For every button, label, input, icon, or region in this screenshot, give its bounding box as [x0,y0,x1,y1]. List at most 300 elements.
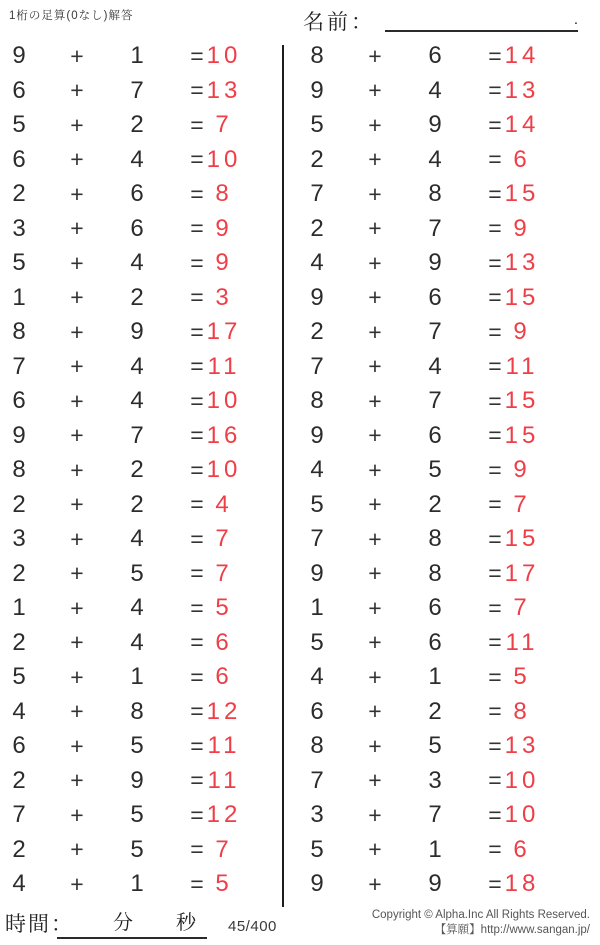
equals-sign: = [190,353,204,380]
equation-row [0,419,284,454]
answer-value: 7 [215,835,233,863]
equals-sign: = [488,491,502,518]
equation-row [0,212,284,247]
plus-operator: + [368,767,382,794]
equals-sign: = [488,663,502,690]
equals-sign: = [190,698,204,725]
operand-a: 3 [12,525,26,553]
operand-b: 7 [428,318,442,346]
operand-a: 1 [12,594,26,622]
equation-row [0,384,284,419]
answer-value: 9 [215,214,233,242]
equals-sign: = [488,456,502,483]
operand-b: 5 [130,801,144,829]
equation-row [0,764,284,799]
plus-operator: + [368,491,382,518]
operand-b: 5 [130,559,144,587]
equation-row [298,764,582,799]
answer-value: 7 [215,559,233,587]
equation-row [298,729,582,764]
answer-value: 11 [505,628,539,656]
equals-sign: = [488,836,502,863]
answer-value: 7 [513,490,531,518]
answer-value: 10 [206,42,242,70]
equation-row [0,798,284,833]
operand-a: 2 [310,214,324,242]
equation-row [0,522,284,557]
operand-b: 9 [130,766,144,794]
operand-a: 1 [310,594,324,622]
plus-operator: + [368,387,382,414]
operand-b: 6 [428,283,442,311]
plus-operator: + [70,767,84,794]
operand-b: 4 [428,145,442,173]
minutes-label: 分 [113,912,133,934]
operand-b: 5 [130,835,144,863]
operand-b: 9 [130,318,144,346]
equals-sign: = [488,146,502,173]
operand-a: 6 [12,732,26,760]
equation-row [0,246,284,281]
operand-a: 5 [310,628,324,656]
operand-a: 7 [12,352,26,380]
operand-a: 7 [310,180,324,208]
plus-operator: + [70,146,84,173]
plus-operator: + [368,318,382,345]
operand-b: 9 [428,249,442,277]
plus-operator: + [368,77,382,104]
operand-a: 4 [310,249,324,277]
answer-value: 13 [504,249,540,277]
operand-a: 8 [310,732,324,760]
operand-b: 7 [428,214,442,242]
operand-a: 7 [12,801,26,829]
operand-a: 1 [12,283,26,311]
operand-b: 4 [428,352,442,380]
equation-row [298,177,582,212]
operand-b: 3 [428,766,442,794]
plus-operator: + [70,525,84,552]
answer-value: 6 [215,663,233,691]
equals-sign: = [190,732,204,759]
answer-value: 17 [206,318,242,346]
answer-value: 15 [504,525,540,553]
answer-value: 9 [513,456,531,484]
plus-operator: + [368,284,382,311]
equals-sign: = [488,215,502,242]
copyright-line2: 【算願】http://www.sangan.jp/ [434,923,590,936]
plus-operator: + [368,525,382,552]
operand-a: 9 [12,42,26,70]
equation-row [0,74,284,109]
equals-sign: = [488,629,502,656]
operand-b: 5 [130,732,144,760]
equation-row [298,384,582,419]
operand-b: 4 [130,352,144,380]
operand-b: 4 [130,594,144,622]
answer-value: 16 [206,421,242,449]
equation-row [298,833,582,868]
operand-b: 6 [130,180,144,208]
answer-value: 18 [504,870,540,898]
answer-value: 6 [215,628,233,656]
operand-a: 9 [12,421,26,449]
equation-row [298,695,582,730]
answer-value: 15 [504,180,540,208]
equation-row [0,315,284,350]
operand-b: 6 [428,628,442,656]
equation-row [0,143,284,178]
equals-sign: = [488,594,502,621]
operand-a: 4 [12,870,26,898]
equals-sign: = [488,284,502,311]
plus-operator: + [70,456,84,483]
operand-b: 1 [130,663,144,691]
operand-a: 9 [310,421,324,449]
answer-value: 10 [504,801,540,829]
operand-a: 8 [310,387,324,415]
equals-sign: = [190,387,204,414]
answer-value: 10 [206,456,242,484]
equals-sign: = [488,318,502,345]
equation-row [298,315,582,350]
equals-sign: = [488,42,502,69]
plus-operator: + [368,870,382,897]
operand-b: 4 [130,249,144,277]
operand-a: 9 [310,870,324,898]
operand-a: 2 [12,180,26,208]
equation-row [0,281,284,316]
operand-b: 7 [130,421,144,449]
operand-a: 6 [12,387,26,415]
operand-a: 5 [310,490,324,518]
equation-row [0,867,284,902]
plus-operator: + [368,456,382,483]
operand-a: 6 [12,145,26,173]
operand-b: 2 [428,490,442,518]
equals-sign: = [190,422,204,449]
operand-a: 5 [12,663,26,691]
operand-b: 2 [428,697,442,725]
answer-value: 9 [513,318,531,346]
operand-b: 4 [130,387,144,415]
answer-value: 3 [215,283,233,311]
plus-operator: + [368,801,382,828]
answer-value: 17 [504,559,540,587]
answer-value: 14 [504,111,540,139]
equation-row [298,453,582,488]
answer-value: 11 [207,352,241,380]
plus-operator: + [70,249,84,276]
seconds-label: 秒 [176,912,196,934]
operand-b: 8 [428,559,442,587]
equation-row [0,833,284,868]
equation-row [298,143,582,178]
plus-operator: + [70,698,84,725]
answer-value: 11 [207,766,241,794]
answer-value: 12 [206,697,242,725]
plus-operator: + [368,180,382,207]
plus-operator: + [70,180,84,207]
operand-a: 2 [12,628,26,656]
operand-b: 4 [130,628,144,656]
equals-sign: = [190,77,204,104]
operand-b: 6 [428,42,442,70]
answer-value: 10 [206,145,242,173]
answer-value: 13 [206,76,242,104]
equals-sign: = [488,525,502,552]
equation-row [0,557,284,592]
copyright-line1: Copyright © Alpha.Inc All Rights Reserved. [371,909,590,921]
plus-operator: + [70,836,84,863]
equals-sign: = [190,594,204,621]
plus-operator: + [70,77,84,104]
operand-b: 6 [130,214,144,242]
plus-operator: + [368,249,382,276]
equals-sign: = [488,111,502,138]
plus-operator: + [70,318,84,345]
equals-sign: = [190,801,204,828]
equals-sign: = [488,560,502,587]
plus-operator: + [70,422,84,449]
operand-b: 2 [130,283,144,311]
plus-operator: + [368,698,382,725]
equation-row [298,626,582,661]
operand-a: 6 [310,697,324,725]
equals-sign: = [488,77,502,104]
plus-operator: + [70,870,84,897]
equation-row [298,798,582,833]
plus-operator: + [368,560,382,587]
operand-b: 2 [130,456,144,484]
equation-row [0,488,284,523]
operand-a: 9 [310,76,324,104]
plus-operator: + [368,146,382,173]
equation-row [0,626,284,661]
equals-sign: = [488,422,502,449]
answer-value: 7 [513,594,531,622]
plus-operator: + [368,353,382,380]
operand-a: 7 [310,352,324,380]
operand-b: 8 [428,525,442,553]
operand-b: 1 [130,42,144,70]
answer-value: 5 [513,663,531,691]
equals-sign: = [190,284,204,311]
operand-a: 2 [12,490,26,518]
time-label: 時間： [5,913,74,936]
equals-sign: = [190,456,204,483]
operand-b: 2 [130,490,144,518]
operand-a: 6 [12,76,26,104]
answer-value: 5 [215,594,233,622]
operand-a: 8 [310,42,324,70]
equation-row [298,867,582,902]
plus-operator: + [70,629,84,656]
plus-operator: + [70,387,84,414]
equation-row [298,350,582,385]
answer-value: 8 [215,180,233,208]
equation-row [298,557,582,592]
operand-a: 8 [12,456,26,484]
operand-b: 5 [428,732,442,760]
equals-sign: = [488,732,502,759]
operand-a: 3 [12,214,26,242]
answer-value: 15 [504,421,540,449]
equals-sign: = [488,180,502,207]
equals-sign: = [190,180,204,207]
equals-sign: = [488,698,502,725]
equals-sign: = [190,870,204,897]
problems-column-right [298,39,582,902]
operand-a: 5 [310,835,324,863]
operand-a: 8 [12,318,26,346]
operand-a: 2 [12,559,26,587]
operand-a: 9 [310,559,324,587]
answer-value: 10 [504,766,540,794]
operand-a: 9 [310,283,324,311]
equals-sign: = [190,663,204,690]
equation-row [298,246,582,281]
equals-sign: = [190,629,204,656]
equation-row [298,74,582,109]
problems-column-left [0,39,284,902]
plus-operator: + [368,836,382,863]
operand-b: 4 [130,145,144,173]
plus-operator: + [70,284,84,311]
equation-row [0,39,284,74]
plus-operator: + [368,422,382,449]
plus-operator: + [70,663,84,690]
equals-sign: = [488,353,502,380]
operand-a: 7 [310,766,324,794]
equals-sign: = [488,387,502,414]
answer-value: 11 [505,352,539,380]
plus-operator: + [368,215,382,242]
equation-row [298,212,582,247]
operand-a: 4 [12,697,26,725]
operand-a: 2 [12,766,26,794]
equation-row [0,453,284,488]
equation-row [298,522,582,557]
operand-a: 5 [12,249,26,277]
equation-row [298,281,582,316]
equals-sign: = [190,249,204,276]
answer-value: 9 [513,214,531,242]
time-blank-line [57,904,207,939]
operand-b: 7 [428,387,442,415]
operand-a: 2 [310,318,324,346]
equals-sign: = [190,525,204,552]
equation-row [0,108,284,143]
operand-b: 9 [428,111,442,139]
equals-sign: = [190,560,204,587]
equation-row [298,660,582,695]
answer-value: 7 [215,111,233,139]
answer-value: 12 [206,801,242,829]
plus-operator: + [368,732,382,759]
equals-sign: = [488,801,502,828]
equals-sign: = [190,491,204,518]
operand-b: 6 [428,421,442,449]
plus-operator: + [70,801,84,828]
plus-operator: + [368,42,382,69]
answer-value: 9 [215,249,233,277]
equation-row [298,39,582,74]
equation-row [0,695,284,730]
operand-b: 4 [428,76,442,104]
operand-a: 4 [310,456,324,484]
plus-operator: + [368,663,382,690]
plus-operator: + [70,111,84,138]
equation-row [0,177,284,212]
operand-b: 6 [428,594,442,622]
equation-row [0,729,284,764]
plus-operator: + [70,215,84,242]
answer-value: 15 [504,283,540,311]
operand-a: 3 [310,801,324,829]
operand-b: 5 [428,456,442,484]
equals-sign: = [190,767,204,794]
equals-sign: = [488,870,502,897]
operand-a: 4 [310,663,324,691]
answer-value: 11 [207,732,241,760]
answer-value: 13 [504,732,540,760]
operand-b: 7 [428,801,442,829]
equals-sign: = [190,111,204,138]
answer-value: 7 [215,525,233,553]
plus-operator: + [368,111,382,138]
operand-b: 4 [130,525,144,553]
operand-a: 5 [12,111,26,139]
equation-row [298,419,582,454]
answer-value: 6 [513,145,531,173]
answer-value: 8 [513,697,531,725]
operand-b: 8 [130,697,144,725]
answer-value: 4 [215,490,233,518]
plus-operator: + [70,594,84,621]
plus-operator: + [70,353,84,380]
plus-operator: + [70,732,84,759]
operand-b: 8 [428,180,442,208]
equals-sign: = [488,249,502,276]
operand-a: 5 [310,111,324,139]
answer-value: 5 [215,870,233,898]
operand-a: 2 [12,835,26,863]
equation-row [298,108,582,143]
answer-value: 6 [513,835,531,863]
equals-sign: = [190,215,204,242]
worksheet-title: 1桁の足算(0なし)解答 [9,10,134,22]
equals-sign: = [190,146,204,173]
plus-operator: + [368,594,382,621]
answer-value: 10 [206,387,242,415]
copyright-notice [372,908,590,938]
operand-b: 9 [428,870,442,898]
name-label: 名前： [303,11,375,34]
page-number: 45/400 [228,918,277,935]
operand-b: 7 [130,76,144,104]
answer-value: 13 [504,76,540,104]
plus-operator: + [70,560,84,587]
equals-sign: = [190,318,204,345]
operand-b: 1 [428,663,442,691]
equals-sign: = [488,767,502,794]
operand-a: 7 [310,525,324,553]
plus-operator: + [368,629,382,656]
equation-row [0,591,284,626]
plus-operator: + [70,42,84,69]
equation-row [298,591,582,626]
